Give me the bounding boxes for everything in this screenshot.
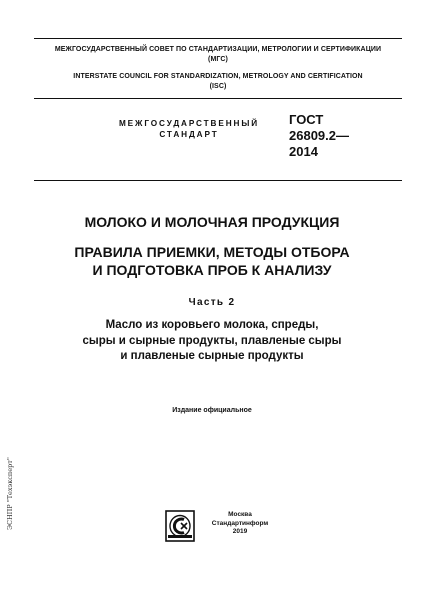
publisher-name: Стандартинформ bbox=[211, 519, 269, 527]
part-title-line-2: сыры и сырные продукты, плавленые сыры bbox=[82, 334, 342, 347]
publisher-block bbox=[200, 511, 280, 537]
top-rule bbox=[34, 38, 402, 39]
council-ru bbox=[34, 45, 402, 65]
document-title bbox=[24, 213, 400, 231]
standard-code-number: 26809.2— bbox=[289, 128, 349, 143]
part-title bbox=[24, 318, 400, 365]
council-ru-name: МЕЖГОСУДАРСТВЕННЫЙ СОВЕТ ПО СТАНДАРТИЗАЦИИ, МЕТРОЛОГИИ И СЕРТИФИКАЦИИ bbox=[54, 46, 382, 53]
part-label bbox=[24, 296, 400, 310]
standard-type bbox=[94, 118, 284, 140]
council-en-name: INTERSTATE COUNCIL FOR STANDARDIZATION, METROLOGY AND CERTIFICATION bbox=[73, 73, 363, 80]
standard-code-year: 2014 bbox=[289, 144, 318, 159]
part-title-line-3: и плавленые сырные продукты bbox=[120, 350, 304, 362]
standartinform-logo-icon bbox=[165, 510, 195, 542]
title-line-1: МОЛОКО И МОЛОЧНАЯ ПРОДУКЦИЯ bbox=[84, 214, 340, 230]
standard-type-line2: СТАНДАРТ bbox=[159, 130, 219, 139]
title-line-2: ПРАВИЛА ПРИЕМКИ, МЕТОДЫ ОТБОРА bbox=[74, 244, 350, 260]
council-ru-abbr: (МГС) bbox=[208, 56, 228, 63]
publisher-city: Москва bbox=[228, 511, 252, 518]
publisher-year: 2019 bbox=[232, 528, 248, 535]
side-watermark-text: ЭСНПР "Техэксперт" bbox=[6, 457, 14, 530]
part-number: Часть 2 bbox=[188, 297, 236, 308]
standard-code bbox=[289, 112, 399, 160]
lower-rule bbox=[34, 180, 402, 181]
part-title-line-1: Масло из коровьего молока, спреды, bbox=[105, 319, 319, 331]
edition-text: Издание официальное bbox=[172, 407, 252, 414]
standard-code-prefix: ГОСТ bbox=[289, 112, 324, 127]
council-en bbox=[34, 72, 402, 92]
document-subtitle bbox=[24, 243, 400, 279]
middle-rule bbox=[34, 98, 402, 99]
standard-type-line1: МЕЖГОСУДАРСТВЕННЫЙ bbox=[118, 119, 260, 128]
title-line-3: И ПОДГОТОВКА ПРОБ К АНАЛИЗУ bbox=[92, 262, 332, 278]
edition-label bbox=[100, 406, 324, 416]
council-en-abbr: (ISC) bbox=[209, 83, 227, 90]
side-watermark bbox=[6, 457, 16, 530]
